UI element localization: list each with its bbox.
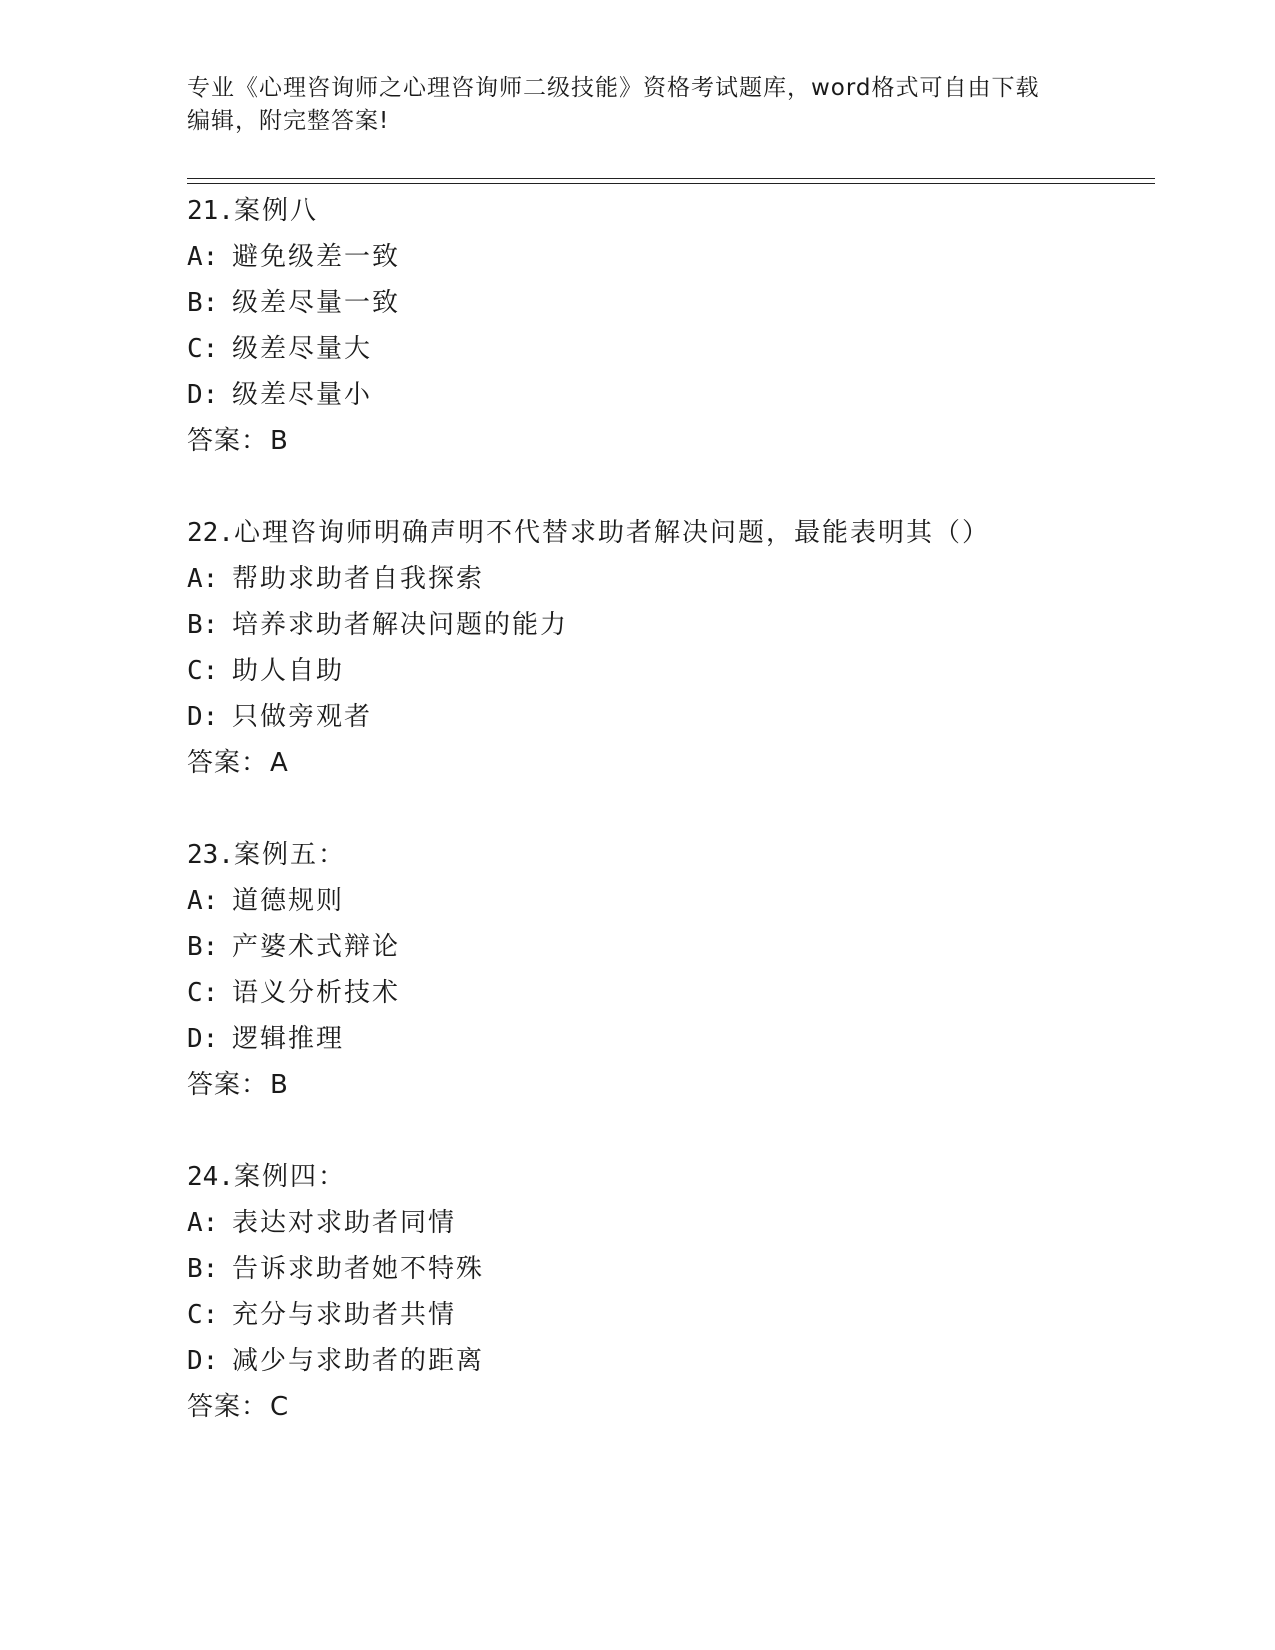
option-label: D: <box>187 1024 219 1054</box>
option-text: 级差尽量一致 <box>232 288 401 318</box>
option-b <box>187 924 1147 970</box>
question-stem <box>187 510 1147 556</box>
question-number: 23. <box>187 840 234 870</box>
option-d <box>187 694 1147 740</box>
question-text: 案例八 <box>233 196 318 226</box>
option-label: D: <box>187 1346 219 1376</box>
option-text: 助人自助 <box>232 656 345 686</box>
option-text: 培养求助者解决问题的能力 <box>232 610 569 640</box>
option-text: 产婆术式辩论 <box>232 932 401 962</box>
question-24 <box>187 1154 1147 1430</box>
question-stem <box>187 1154 1147 1200</box>
option-b <box>187 602 1147 648</box>
option-text: 语义分析技术 <box>232 978 401 1008</box>
option-label: A: <box>187 886 219 916</box>
option-b <box>187 1246 1147 1292</box>
option-label: A: <box>187 564 219 594</box>
question-number: 21. <box>187 196 234 226</box>
option-c <box>187 648 1147 694</box>
question-text: 案例四： <box>233 1162 346 1192</box>
header-line-2: 编辑，附完整答案! <box>187 108 390 134</box>
option-label: B: <box>187 932 219 962</box>
option-text: 告诉求助者她不特殊 <box>232 1254 485 1284</box>
option-d <box>187 372 1147 418</box>
question-stem <box>187 188 1147 234</box>
option-label: C: <box>187 1300 219 1330</box>
option-text: 减少与求助者的距离 <box>232 1346 485 1376</box>
question-stem <box>187 832 1147 878</box>
header-divider-top <box>187 178 1155 179</box>
option-text: 只做旁观者 <box>232 702 373 732</box>
option-d <box>187 1016 1147 1062</box>
question-text: 心理咨询师明确声明不代替求助者解决问题，最能表明其（） <box>233 518 990 548</box>
option-text: 级差尽量小 <box>232 380 373 410</box>
option-a <box>187 556 1147 602</box>
option-c <box>187 970 1147 1016</box>
question-23 <box>187 832 1147 1108</box>
document-header <box>187 72 1087 138</box>
answer-value: C <box>270 1392 290 1422</box>
option-c <box>187 326 1147 372</box>
header-divider-bottom <box>187 183 1155 184</box>
option-a <box>187 234 1147 280</box>
option-a <box>187 878 1147 924</box>
option-c <box>187 1292 1147 1338</box>
option-label: D: <box>187 702 219 732</box>
option-label: A: <box>187 1208 219 1238</box>
option-label: C: <box>187 978 219 1008</box>
answer-label: 答案： <box>187 1392 269 1422</box>
option-label: A: <box>187 242 219 272</box>
option-a <box>187 1200 1147 1246</box>
option-text: 级差尽量大 <box>232 334 373 364</box>
answer-label: 答案： <box>187 1070 269 1100</box>
question-number: 24. <box>187 1162 234 1192</box>
answer-label: 答案： <box>187 426 269 456</box>
option-text: 帮助求助者自我探索 <box>232 564 485 594</box>
answer-value: B <box>270 426 289 456</box>
answer-label: 答案： <box>187 748 269 778</box>
option-text: 表达对求助者同情 <box>232 1208 457 1238</box>
option-d <box>187 1338 1147 1384</box>
answer-line <box>187 418 1147 464</box>
answer-value: B <box>270 1070 289 1100</box>
option-text: 道德规则 <box>232 886 345 916</box>
question-number: 22. <box>187 518 234 548</box>
option-text: 逻辑推理 <box>232 1024 345 1054</box>
question-text: 案例五： <box>233 840 346 870</box>
option-b <box>187 280 1147 326</box>
option-text: 避免级差一致 <box>232 242 401 272</box>
question-22 <box>187 510 1147 786</box>
option-label: B: <box>187 1254 219 1284</box>
answer-line <box>187 1384 1147 1430</box>
question-list <box>187 188 1147 1476</box>
option-label: C: <box>187 334 219 364</box>
option-label: C: <box>187 656 219 686</box>
answer-value: A <box>270 748 289 778</box>
option-label: D: <box>187 380 219 410</box>
question-21 <box>187 188 1147 464</box>
header-line-1: 专业《心理咨询师之心理咨询师二级技能》资格考试题库，word格式可自由下载 <box>187 75 1040 101</box>
option-label: B: <box>187 288 219 318</box>
answer-line <box>187 1062 1147 1108</box>
option-label: B: <box>187 610 219 640</box>
answer-line <box>187 740 1147 786</box>
option-text: 充分与求助者共情 <box>232 1300 457 1330</box>
